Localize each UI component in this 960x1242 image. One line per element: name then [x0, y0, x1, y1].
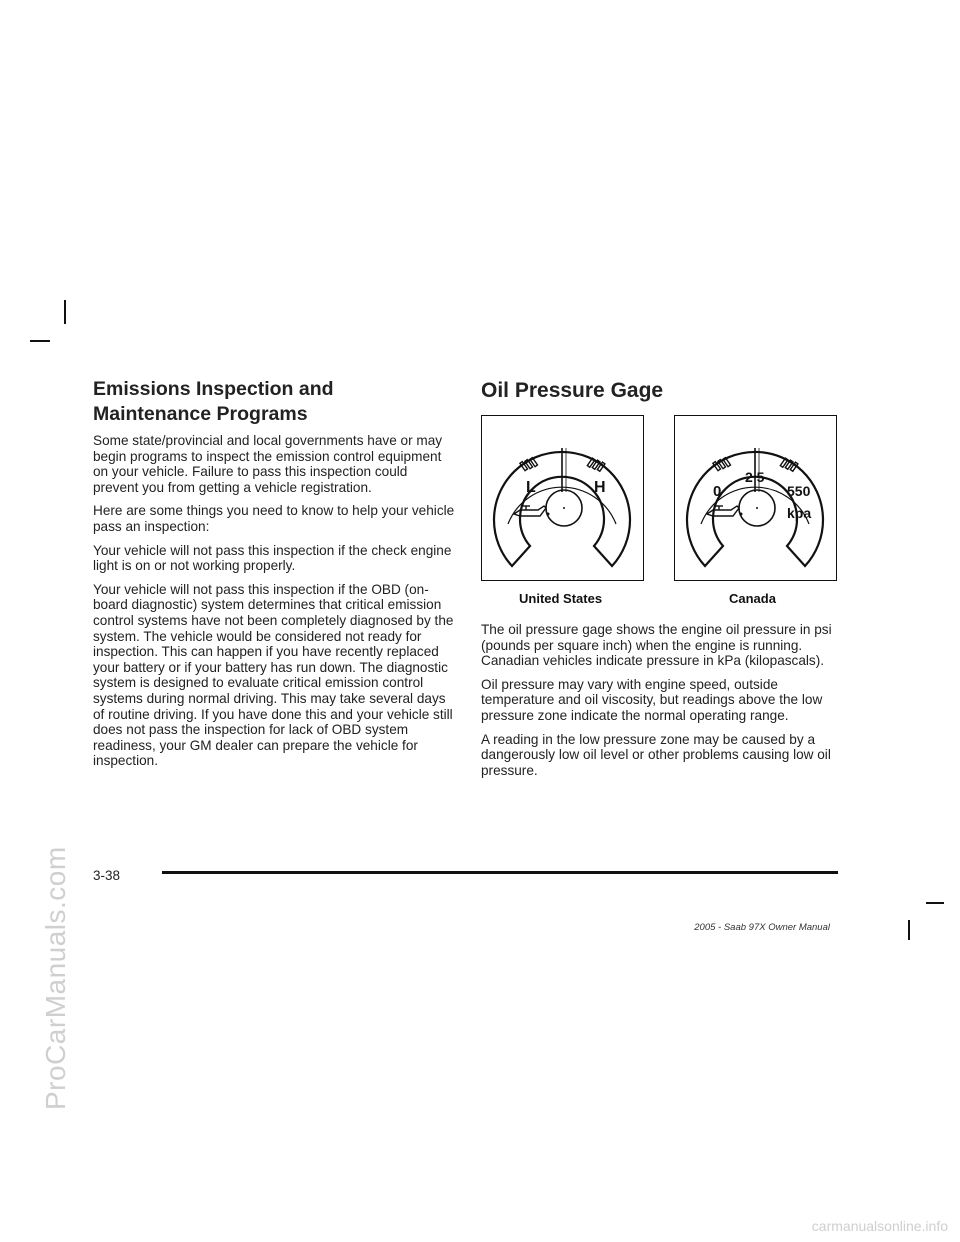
watermark-carmanualsonline: carmanualsonline.info [811, 1218, 948, 1234]
watermark-procarmanuals: ProCarManuals.com [40, 846, 71, 1110]
gauge-canada-low-label: 0 [713, 483, 722, 500]
left-column [93, 377, 455, 777]
caption-united-states: United States [519, 591, 603, 606]
paragraph: Oil pressure may vary with engine speed, outside temperature and oil viscosity, but readings above the low pressure zone indicate the normal operating range. [481, 676, 823, 723]
crop-mark-top-horizontal [30, 340, 50, 342]
gauge-us-drawing [482, 416, 642, 579]
paragraph: The oil pressure gage shows the engine oil pressure in psi (pounds per square inch) when the engine is running. Canadian vehicles indicate pressure in kPa (kilopascals). [481, 622, 832, 669]
gauge-canada-drawing [675, 416, 835, 579]
page-number: 3-38 [93, 868, 121, 883]
right-column [481, 377, 841, 786]
paragraph: Your vehicle will not pass this inspection if the check engine light is on or not working properly. [93, 542, 452, 574]
paragraph: A reading in the low pressure zone may be caused by a dangerously low oil level or other problems causing low oil pressure. [481, 731, 831, 778]
crop-mark-top-vertical [64, 300, 66, 324]
caption-canada: Canada [729, 591, 776, 606]
gauge-us [481, 415, 644, 581]
gauge-canada [674, 415, 837, 581]
gauge-us-high-label: H [594, 479, 606, 496]
crop-mark-bottom-horizontal [926, 902, 944, 904]
gauge-canada-unit-label: kpa [787, 505, 812, 521]
paragraph: Some state/provincial and local governments have or may begin programs to inspect the emission control equipment on your vehicle. Failure to pass this inspection could prevent you from getting a vehicle registration. [93, 433, 443, 495]
section-heading-emissions: Emissions Inspection and Maintenance Programs [93, 378, 334, 425]
gauge-canada-mid-label: 2 5 [745, 469, 765, 485]
section-heading-oil-pressure: Oil Pressure Gage [481, 379, 664, 402]
footer-manual-title: 2005 - Saab 97X Owner Manual [694, 922, 830, 933]
crop-mark-bottom-vertical [908, 920, 910, 940]
gauge-illustrations [481, 415, 841, 610]
footer-rule [162, 871, 838, 874]
paragraph: Here are some things you need to know to help your vehicle pass an inspection: [93, 503, 455, 534]
paragraph: Your vehicle will not pass this inspection if the OBD (on-board diagnostic) system determines that critical emission control systems have not been completely diagnosed by the system. The vehicle would be considered not ready for inspection. This can happen if you have recently replaced your battery or if your battery has run down. The diagnostic system is designed to evaluate critical emission control systems during normal driving. This may take several days of routine driving. If you have done this and your vehicle still does not pass the inspection for lack of OBD system readiness, your GM dealer can prepare the vehicle for inspection. [93, 581, 454, 769]
gauge-us-low-label: L [526, 479, 536, 496]
gauge-canada-high-label: 550 [787, 483, 811, 499]
